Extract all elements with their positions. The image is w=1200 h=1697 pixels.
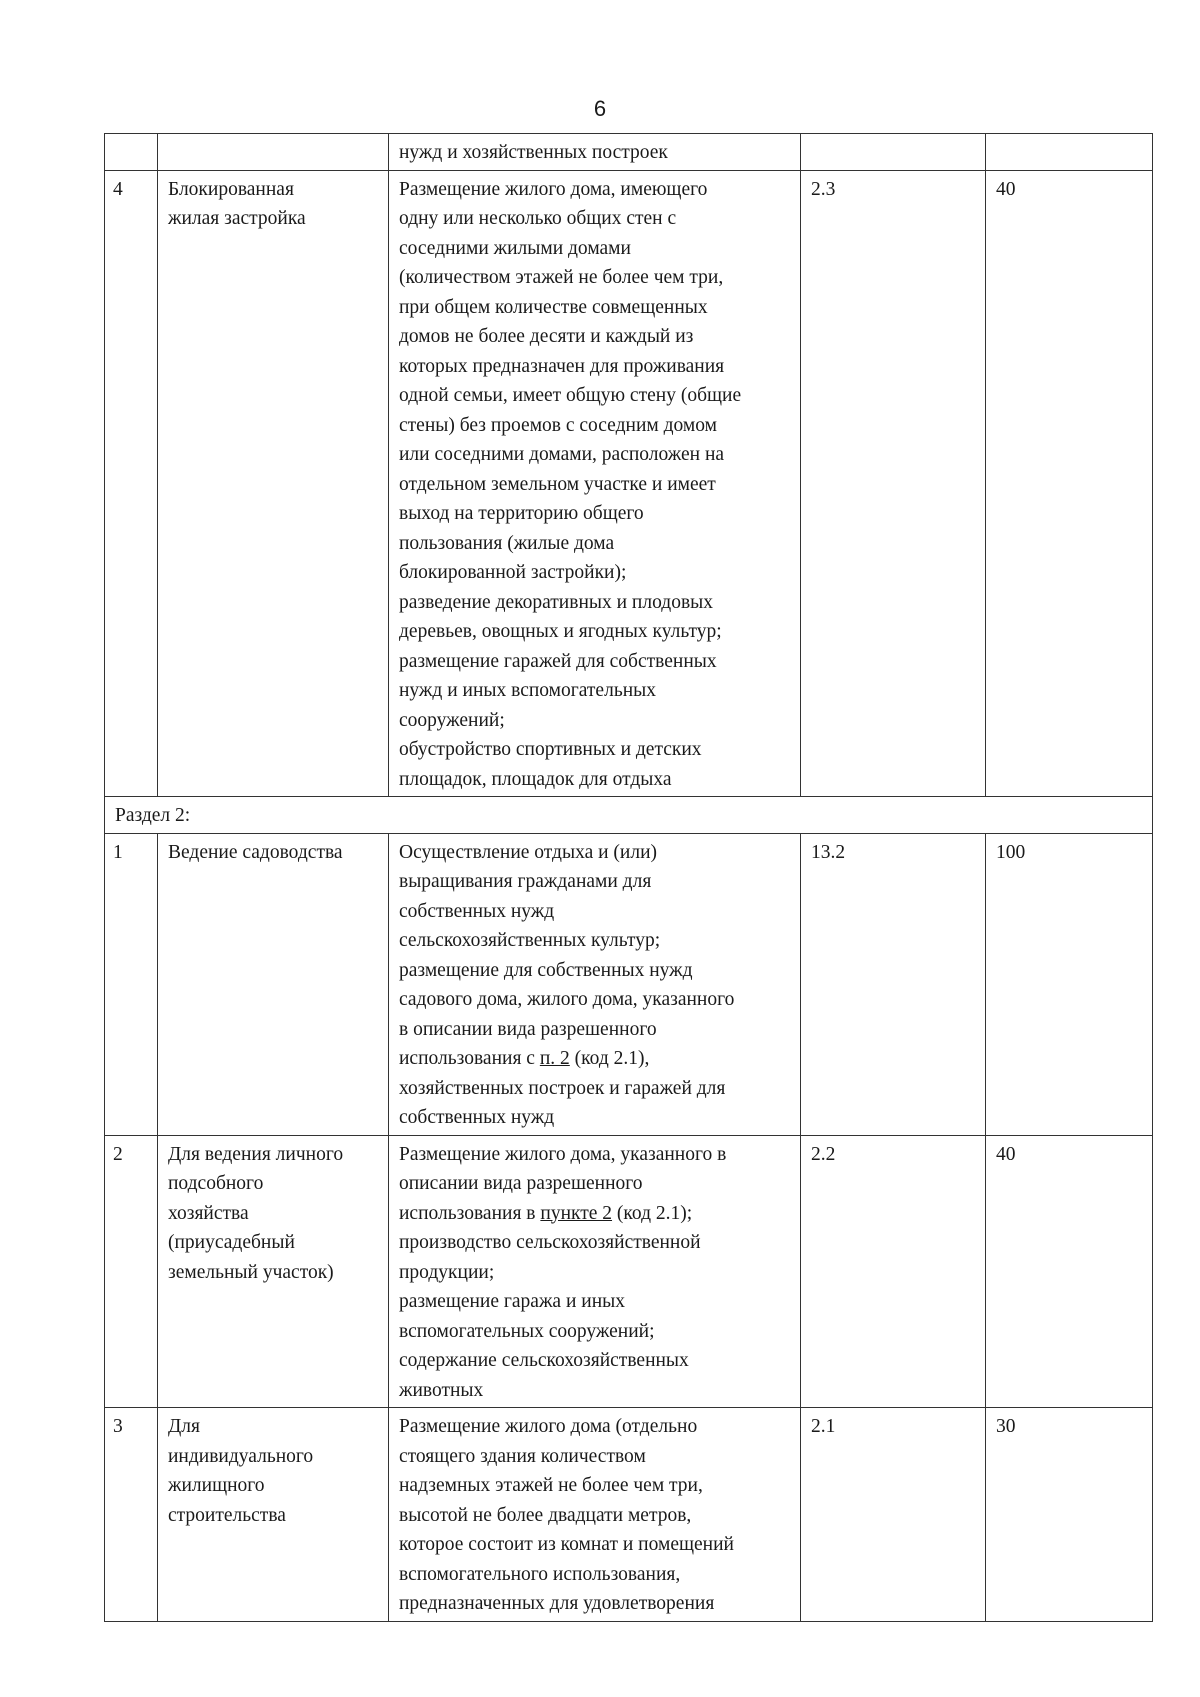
value-cell: 40 — [986, 170, 1153, 797]
description-line: деревьев, овощных и ягодных культур; — [399, 621, 722, 642]
description-line: вспомогательного использования, — [399, 1563, 681, 1585]
table-row — [105, 833, 1153, 1135]
value-cell: 40 — [986, 1135, 1153, 1408]
description-line: описании вида разрешенного — [399, 1173, 643, 1194]
land-use-name-cell — [158, 134, 389, 171]
description-line: вспомогательных сооружений; — [399, 1320, 655, 1342]
name-line: хозяйства — [168, 1202, 249, 1224]
page-number: 6 — [593, 96, 607, 121]
description-line: надземных этажей не более чем три, — [399, 1475, 703, 1496]
description-line: размещение для собственных нужд — [399, 959, 693, 981]
description-line: отдельном земельном участке и имеет — [399, 473, 716, 495]
name-line: жилищного — [168, 1475, 265, 1496]
table-row — [105, 170, 1153, 797]
description-line: нужд и иных вспомогательных — [399, 680, 656, 701]
document-reference-link: пункте 2 — [540, 1202, 613, 1224]
name-line: земельный участок) — [168, 1261, 334, 1283]
value-cell: 30 — [986, 1408, 1153, 1622]
description-line: собственных нужд — [399, 1107, 555, 1128]
description-cell — [389, 833, 801, 1135]
code-cell: 2.1 — [801, 1408, 986, 1622]
description-line: Размещение жилого дома, указанного в — [399, 1143, 727, 1165]
value-cell — [986, 134, 1153, 171]
name-line: жилая застройка — [168, 208, 306, 229]
description-line: размещение гаражей для собственных — [399, 650, 717, 672]
description-line: размещение гаража и иных — [399, 1291, 625, 1312]
land-use-name-cell — [158, 170, 389, 797]
description-cell — [389, 1408, 801, 1622]
description-line: или соседними домами, расположен на — [399, 444, 725, 465]
name-line: (приусадебный — [168, 1232, 295, 1253]
section-row — [105, 797, 1153, 834]
row-number-cell — [105, 134, 158, 171]
document-reference-link: п. 2 — [539, 1048, 570, 1069]
description-line: которых предназначен для проживания — [399, 355, 725, 377]
description-line: производство сельскохозяйственной — [399, 1232, 701, 1253]
name-line: Ведение садоводства — [168, 841, 343, 863]
land-use-name-cell — [158, 1408, 389, 1622]
description-line: использования с п. 2 (код 2.1), — [399, 1048, 650, 1069]
description-line: содержание сельскохозяйственных — [399, 1350, 689, 1371]
description-line: хозяйственных построек и гаражей для — [399, 1077, 726, 1099]
code-cell: 2.3 — [801, 170, 986, 797]
description-line: пользования (жилые дома — [399, 532, 615, 554]
row-number-cell: 2 — [105, 1135, 158, 1408]
name-line: Для — [168, 1416, 201, 1437]
description-line: в описании вида разрешенного — [399, 1018, 657, 1040]
name-line: Для ведения личного — [168, 1143, 344, 1165]
description-line: предназначенных для удовлетворения — [399, 1593, 715, 1614]
description-line: стоящего здания количеством — [399, 1445, 646, 1467]
table-row — [105, 134, 1153, 171]
row-number-cell: 4 — [105, 170, 158, 797]
description-line: обустройство спортивных и детских — [399, 739, 702, 760]
name-line: индивидуального — [168, 1445, 314, 1467]
name-line: строительства — [168, 1504, 286, 1526]
description-line: Осуществление отдыха и (или) — [399, 841, 658, 863]
description-line: продукции; — [399, 1261, 495, 1283]
description-cell — [389, 1135, 801, 1408]
value-cell: 100 — [986, 833, 1153, 1135]
description-line: садового дома, жилого дома, указанного — [399, 989, 735, 1010]
table-row — [105, 1408, 1153, 1622]
code-cell: 2.2 — [801, 1135, 986, 1408]
description-line: одну или несколько общих стен с — [399, 208, 677, 229]
description-line: нужд и хозяйственных построек — [399, 142, 668, 163]
description-line: выход на территорию общего — [399, 503, 644, 524]
description-line: которое состоит из комнат и помещений — [399, 1534, 734, 1555]
description-line: блокированной застройки); — [399, 562, 627, 583]
description-line: при общем количестве совмещенных — [399, 296, 708, 318]
land-use-name-cell — [158, 1135, 389, 1408]
description-line: одной семьи, имеет общую стену (общие — [399, 385, 742, 406]
description-line: сооружений; — [399, 709, 505, 731]
description-line: выращивания гражданами для — [399, 871, 652, 892]
table-body — [105, 134, 1153, 1622]
name-line: Блокированная — [168, 178, 294, 200]
description-line: сельскохозяйственных культур; — [399, 930, 661, 951]
land-use-name-cell — [158, 833, 389, 1135]
description-line: животных — [399, 1379, 484, 1401]
code-cell: 13.2 — [801, 833, 986, 1135]
description-line: собственных нужд — [399, 900, 555, 922]
description-line: Размещение жилого дома, имеющего — [399, 178, 708, 200]
description-line: стены) без проемов с соседним домом — [399, 414, 717, 436]
description-line: домов не более десяти и каждый из — [399, 326, 694, 347]
description-line: разведение декоративных и плодовых — [399, 591, 714, 613]
description-line: (количеством этажей не более чем три, — [399, 267, 724, 288]
row-number-cell: 1 — [105, 833, 158, 1135]
table-row — [105, 1135, 1153, 1408]
description-line: высотой не более двадцати метров, — [399, 1504, 692, 1526]
description-cell — [389, 134, 801, 171]
code-cell — [801, 134, 986, 171]
section-label: Раздел 2: — [105, 797, 1153, 834]
land-use-table — [104, 133, 1153, 1622]
description-line: использования в пункте 2 (код 2.1); — [399, 1202, 693, 1224]
description-line: Размещение жилого дома (отдельно — [399, 1416, 698, 1437]
name-line: подсобного — [168, 1173, 264, 1194]
description-cell — [389, 170, 801, 797]
description-line: соседними жилыми домами — [399, 237, 631, 259]
description-line: площадок, площадок для отдыха — [399, 768, 672, 790]
row-number-cell: 3 — [105, 1408, 158, 1622]
